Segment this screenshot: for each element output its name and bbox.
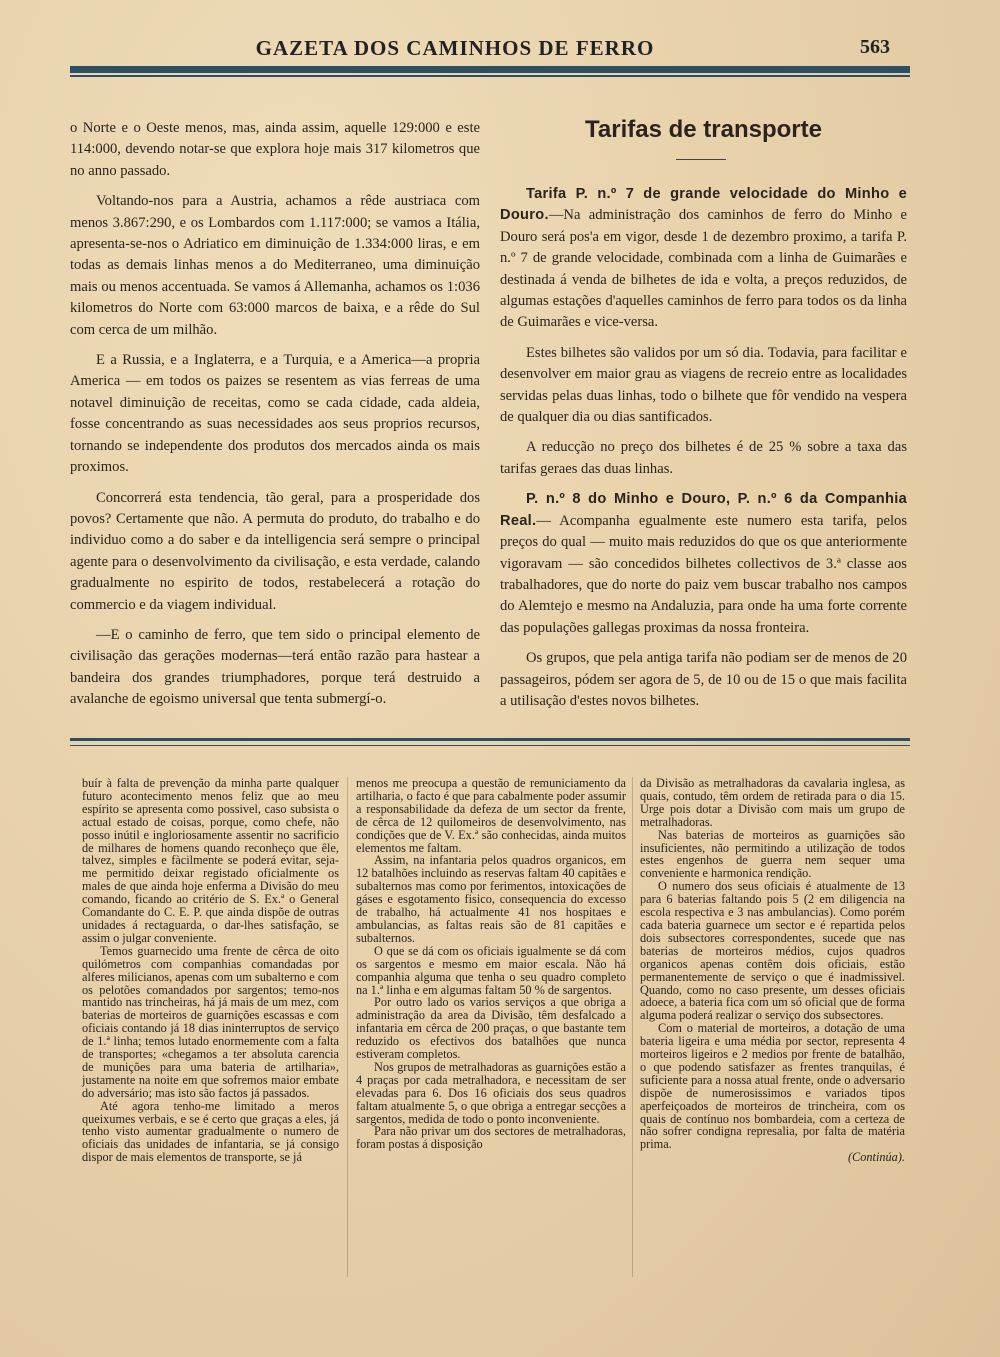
- paragraph-text: —Na administração dos caminhos de ferro do Minho e Douro será pos'a em vigor, desde 1 de dezembro proximo, a tarifa P. n.º 7 de grande velocidade, combinada com a linha de Guimarães e destinada á venda de bilhetes de ida e volta, a preços reduzidos, de algumas estações d'aquelles caminhos de ferro para todos os da linha de Guimarães e vice-versa.: [500, 207, 907, 331]
- page-header: [70, 34, 910, 62]
- paragraph: Temos guarnecido uma frente de cêrca de oito quilómetros com companhias comandadas por alferes milicianos, apenas com um subalterno e com os pelotões comandados por sargentos; temo-nos mantido nas trincheiras, há já mais de um mez, com baterias de morteiros de guarnições escassas e com oficiais contando já 18 dias ininterruptos de serviço de 1.ª linha; temos lutado enormemente com a falta de transportes; «chegamos a ter absoluta carencia de munições para uma bateria de artilharia», justamente na noite em que sofremos maior embate do adversário; mas isto são factos já passados.: [82, 943, 339, 1100]
- paragraph: buír à falta de prevenção da minha parte qualquer futuro acontecimento menos feliz que ao meu espírito se apresenta como possivel, caso subsista o actual estado de coisas, porque, como chefe, não posso inútil e ingloriosamente assentir no sacrificio de milhares de homens quando reconheço que êle, talvez, simples e fàcilmente se poderá evitar, seja-me permitido deixar registado oficialmente os males de que ainda hoje enferma a Divisão do meu comando, ficando ao critério de S. Ex.ª o General Comandante do C. E. P. que ainda dispõe de outras unidades á rectaguarda, o dar-lhes satisfação, se assim o julgar conveniente.: [82, 776, 339, 945]
- paragraph: O que se dá com os oficiais igualmente se dá com os sargentos e mesmo em maior escala. Não há companhia alguma que tenha o seu quadro completo na 1.ª linha e em algumas faltam 50 % de sargentos.: [356, 943, 626, 997]
- section-rule: [70, 738, 910, 741]
- column-divider: [347, 777, 348, 1277]
- continued-note: (Continúa).: [847, 1150, 905, 1165]
- paragraph: Assim, na infantaria pelos quadros organicos, em 12 batalhões incluindo as reservas faltam 40 capitães e subalternos mas como por ferimentos, intoxicações de gáses e esgotamento fisico, consequencia do excesso de trabalho, há actualmente 41 nos hospitaes e ambulancias, as faltas reais são de 81 capitães e subalternos.: [356, 853, 626, 945]
- header-rule: [70, 66, 910, 73]
- article-title: Tarifas de transporte: [585, 116, 822, 143]
- lower-column-3: [640, 777, 905, 1164]
- paragraph: Para não privar um dos sectores de metralhadoras, foram postas á disposição: [356, 1124, 626, 1152]
- title-rule: [676, 159, 726, 160]
- publication-title: GAZETA DOS CAMINHOS DE FERRO: [255, 36, 655, 60]
- paragraph: Com o material de morteiros, a dotação de uma bateria ligeira e uma média por sector, representa 4 morteiros ligeiros e 2 medios por frente de batalhão, o que podendo satisfazer as frentes tranquilas, é suficiente para a nossa atual frente, onde o adversario dispõe de numerosissimos e variados tipos aperfeiçoados de morteiros de trincheira, com os quais de contínuo nos bombardeia, com a certeza de não sofrer condigna represalia, por falta de matéria prima.: [640, 1021, 905, 1152]
- paragraph: [500, 489, 907, 639]
- header-rule-thin: [70, 75, 910, 77]
- paragraph: E a Russia, e a Inglaterra, e a Turquia, e a America—a propria America — em todos os paizes se resentem as vias ferreas de uma notavel diminuição de receitas, como se cada cidade, cada aldeia, fosse concentrando as suas necessidades aos seus proprios recursos, tornando se independente dos produtos dos mercados ainda os mais proximos.: [70, 352, 480, 476]
- lower-column-2: [356, 777, 626, 1151]
- paragraph: Voltando-nos para a Austria, achamos a rêde austriaca com menos 3.867:290, e os Lombardos com 1.117:000; se vamos a Itália, apresenta-se-nos o Adriatico em diminuição de 1.334:000 liras, e em todas as demais linhas menos a do Mediterraneo, uma diminuição mais ou menos accentuada. Se vamos á Allemanha, achamos os 1:036 kilometros do Norte com 63:000 marcos de baixa, e a rêde do Sul com cerca de um milhão.: [70, 193, 480, 338]
- paragraph: A reducção no preço dos bilhetes é de 25 % sobre a taxa das tarifas geraes das duas linhas.: [500, 439, 907, 477]
- lower-column-1: [82, 777, 339, 1164]
- paragraph: menos me preocupa a questão de remuniciamento da artilharia, o facto é que para cabalmente poder assumir a responsabilidade da defeza de um sector da frente, de cêrca de 12 quilomeiros de desenvolvimento, nas condições que de V. Ex.ª são conhecidas, ainda muitos elementos me faltam.: [356, 776, 626, 855]
- paragraph: o Norte e o Oeste menos, mas, ainda assim, aquelle 129:000 e este 114:000, devendo notar-se que explora hoje mais 317 kilometros que no anno passado.: [70, 120, 480, 179]
- paragraph-text: — Acompanha egualmente este numero esta tarifa, pelos preços do qual — muito mais reduzidos do que os que anteriormente vigoravam — são concedidos bilhetes collectivos de 3.ª classe aos trabalhadores, que do norte do paiz vem buscar trabalho nos campos do Alemtejo e mesmo na Andaluzia, para onde ha uma forte corrente das populações gallegas proximas da nossa fronteira.: [500, 512, 907, 636]
- paragraph: Até agora tenho-me limitado a meros queixumes verbais, e se é certo que graças a eles, já tenho visto aumentar gradualmente o numero de oficiais das unidades de infantaria, se já consigo dispor de mais elementos de transporte, se já: [82, 1098, 339, 1165]
- paragraph: Nos grupos de metralhadoras as guarnições estão a 4 praças por cada metralhadora, e necessitam de ser elevadas para 6. Dos 16 oficiais dos seus quadros faltam atualmente 5, o que obriga a entregar secções a sargentos, medida de todo o ponto inconveniente.: [356, 1059, 626, 1126]
- upper-right-column: [500, 184, 907, 721]
- paragraph-lead: P. n.º 8 do Minho e Douro, P. n.º 6 da Companhia Real.: [500, 491, 907, 529]
- paragraph: [500, 184, 907, 334]
- page-number: 563: [860, 36, 890, 58]
- section-rule-thin: [70, 745, 910, 746]
- paragraph: Concorrerá esta tendencia, tão geral, para a prosperidade dos povos? Certamente que não. A permuta do produto, do trabalho e do individuo como a do saber e da intelligencia será sempre o principal agente para o desenvolvimento da civilisação, e esta verdade, calando gradualmente no espirito de todos, restabelecerá a rotação do commercio e da viagem individual.: [70, 489, 480, 613]
- paragraph-lead: Tarifa P. n.º 7 de grande velocidade do Minho e Douro.: [500, 186, 907, 224]
- paragraph: —E o caminho de ferro, que tem sido o principal elemento de civilisação das gerações modernas—terá então razão para hastear a bandeira dos grandes triumphadores, porque terá destruido a avalanche de egoismo universal que tenta submergí-o.: [70, 626, 480, 708]
- paragraph: Por outro lado os varios serviços a que obriga a administração da area da Divisão, têm desfalcado a infantaria em cêrca de 200 praças, o que bastante tem reduzido os efectivos dos batalhões que nunca estiveram completos.: [356, 995, 626, 1062]
- paragraph: da Divisão as metralhadoras da cavalaria inglesa, as quais, contudo, têm ordem de retirada para o dia 15. Urge pois dotar a Divisão com mais um grupo de metralhadoras.: [640, 776, 905, 829]
- upper-left-column: [70, 118, 480, 720]
- column-divider: [632, 777, 633, 1277]
- paragraph: Estes bilhetes são validos por um só dia. Todavia, para facilitar e desenvolver em maior grau as viagens de recreio entre as localidades servidas pelas duas linhas, todo o bilhete que fôr vendido na vespera de qualquer dia ou dias santificados.: [500, 344, 907, 426]
- paragraph: Os grupos, que pela antiga tarifa não podiam ser de menos de 20 passageiros, pódem ser agora de 5, de 10 ou de 15 o que mais facilita a utilisação d'estes novos bilhetes.: [500, 650, 907, 709]
- paragraph: O numero dos seus oficiais é atualmente de 13 para 6 baterias faltando pois 5 (2 em diligencia na escola respectiva e 3 nas ambulancias). Como porém cada bateria guarnece um sector e é repartida pelos dois subsectores correspondentes, sucede que nas baterias de morteiros médios, cujos quadros organicos apenas contêm dois oficiais, estão permanentemente de serviço o que é inadmissivel. Quando, como no caso presente, um desses oficiais adoece, a bateria fica com um só oficial que de forma alguma poderá realizar o serviço dos subsectores.: [640, 879, 905, 1023]
- paragraph: Nas baterias de morteiros as guarnições são insuficientes, não permitindo a utilização de todos estes engenhos de guerra nem sequer uma conveniente e harmonica rendição.: [640, 827, 905, 881]
